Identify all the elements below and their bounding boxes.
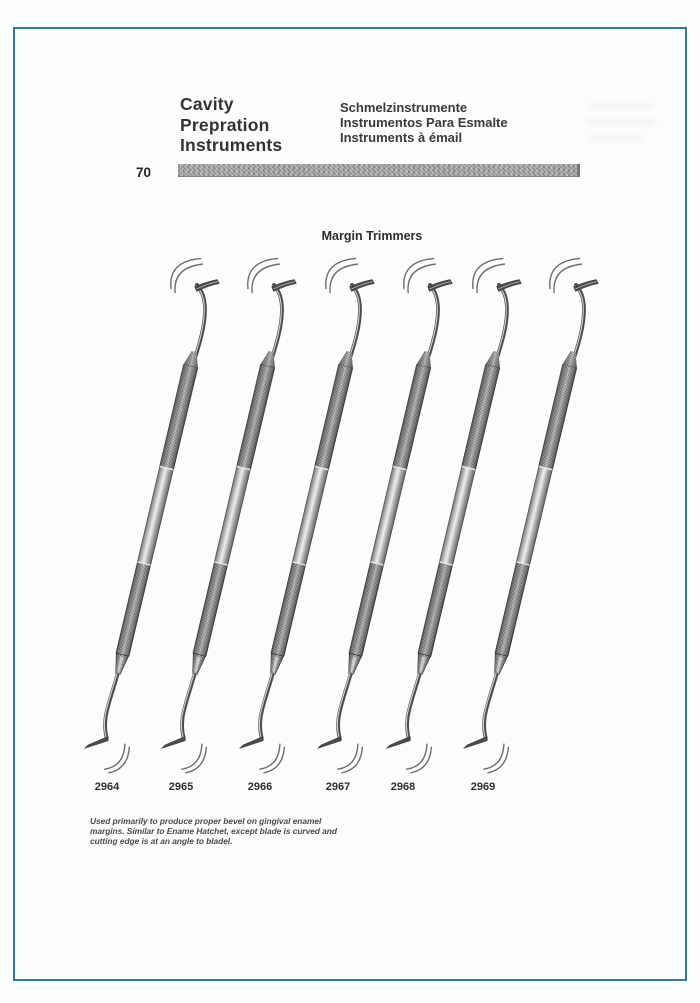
page-number: 70 [136,165,152,180]
section-title: Margin Trimmers [321,229,423,243]
translation-line: Schmelzinstrumente [340,100,468,115]
instruments-illustration [0,250,700,790]
instrument [212,253,398,776]
translation-line: Instrumentos Para Esmalte [340,115,508,130]
page-title-line: Prepration [180,114,270,135]
page-title-translations [340,100,508,145]
translation-line: Instruments à émail [340,130,463,145]
item-number: 2968 [390,781,416,793]
showthrough-smudge [590,135,642,142]
description-line: Used primarily to produce proper bevel on gingival enamel [90,816,322,826]
page-title-line: Cavity [180,94,234,114]
instrument [57,253,243,776]
page-title-line: Instruments [180,135,283,155]
showthrough-smudge [586,119,656,126]
divider-bar [178,164,580,177]
instrument [290,253,476,776]
showthrough-smudge [590,103,652,110]
item-number: 2967 [325,781,351,793]
item-number: 2966 [247,781,273,793]
page-title [180,94,282,156]
product-description [90,816,337,846]
item-number: 2964 [94,781,120,793]
item-number: 2969 [470,781,496,793]
item-number: 2965 [168,781,194,793]
description-line: margins. Similar to Ename Hatchet, except blade is curved and [90,826,337,836]
description-line: cutting edge is at an angle to bladel. [90,836,233,846]
